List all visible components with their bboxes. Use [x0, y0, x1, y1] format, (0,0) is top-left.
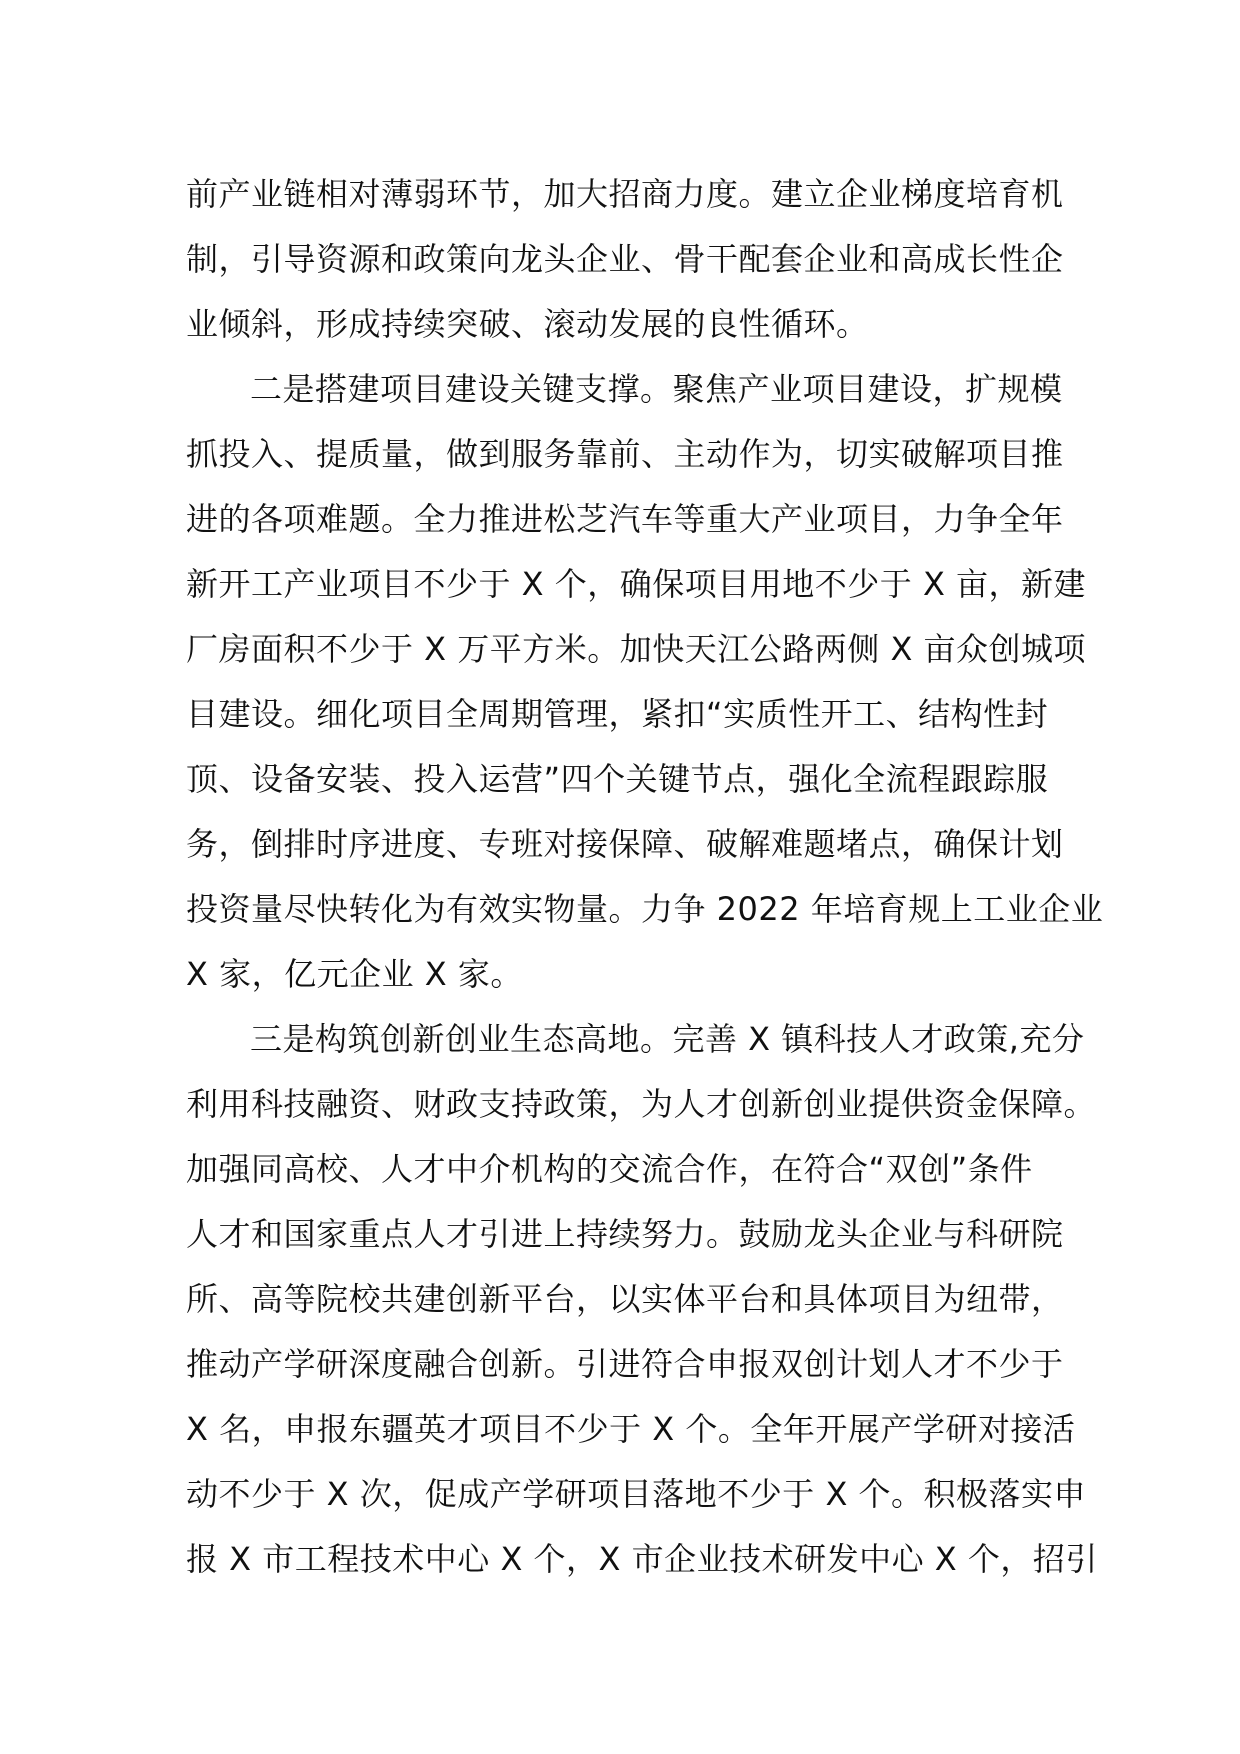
- text-line: 所、高等院校共建创新平台，以实体平台和具体项目为纽带，: [186, 1280, 1064, 1318]
- text-line: 人才和国家重点人才引进上持续努力。鼓励龙头企业与科研院: [186, 1215, 1064, 1253]
- text-line: X 名，申报东疆英才项目不少于 X 个。全年开展产学研对接活: [186, 1410, 1076, 1448]
- paragraph-start-line: 三是构筑创新创业生态高地。完善 X 镇科技人才政策,充分: [250, 1020, 1085, 1058]
- text-line: 投资量尽快转化为有效实物量。力争 2022 年培育规上工业企业: [186, 890, 1104, 928]
- text-line: 厂房面积不少于 X 万平方米。加快天江公路两侧 X 亩众创城项: [186, 630, 1087, 668]
- text-line: 报 X 市工程技术中心 X 个，X 市企业技术研发中心 X 个，招引: [186, 1540, 1098, 1578]
- text-line: 抓投入、提质量，做到服务靠前、主动作为，切实破解项目推: [186, 435, 1064, 473]
- paragraph-start-line: 二是搭建项目建设关键支撑。聚焦产业项目建设，扩规模: [250, 370, 1063, 408]
- text-line: 业倾斜，形成持续突破、滚动发展的良性循环。: [186, 305, 869, 343]
- text-line: 新开工产业项目不少于 X 个，确保项目用地不少于 X 亩，新建: [186, 565, 1087, 603]
- text-line: X 家，亿元企业 X 家。: [186, 955, 523, 993]
- document-body: [186, 162, 1104, 1592]
- text-line: 务，倒排时序进度、专班对接保障、破解难题堵点，确保计划: [186, 825, 1064, 863]
- text-line: 利用科技融资、财政支持政策，为人才创新创业提供资金保障。: [186, 1085, 1097, 1123]
- text-line: 推动产学研深度融合创新。引进符合申报双创计划人才不少于: [186, 1345, 1064, 1383]
- text-line: 顶、设备安装、投入运营”四个关键节点，强化全流程跟踪服: [186, 760, 1049, 798]
- text-line: 进的各项难题。全力推进松芝汽车等重大产业项目，力争全年: [186, 500, 1064, 538]
- text-line: 动不少于 X 次，促成产学研项目落地不少于 X 个。积极落实申: [186, 1475, 1087, 1513]
- text-line: 制，引导资源和政策向龙头企业、骨干配套企业和高成长性企: [186, 240, 1064, 278]
- text-line: 目建设。细化项目全周期管理，紧扣“实质性开工、结构性封: [186, 695, 1049, 733]
- text-line: 前产业链相对薄弱环节，加大招商力度。建立企业梯度培育机: [186, 175, 1064, 213]
- text-line: 加强同高校、人才中介机构的交流合作，在符合“双创”条件: [186, 1150, 1033, 1188]
